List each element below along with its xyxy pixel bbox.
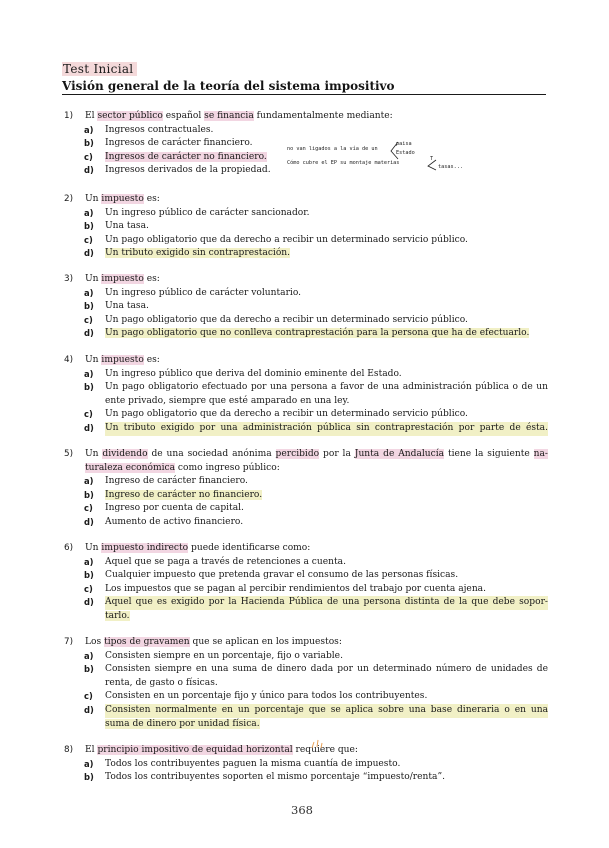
note-word-tasas: tasas...: [438, 164, 463, 170]
option-d: d) Consisten normalmente en un porcentaje que se aplica sobre una base dineraria o en una suma de dinero por unidad física.: [84, 704, 548, 729]
option-b: b) Consisten siempre en una suma de dinero dada por un determinado número de unidades de renta, de gasto o físicas.: [84, 664, 548, 688]
option-a: a) Un ingreso público que deriva del dominio eminente del Estado.: [84, 368, 402, 379]
question-6: [64, 542, 548, 624]
question-5: [64, 448, 548, 530]
section-label: Test Inicial: [62, 62, 137, 76]
question-number: 5): [64, 449, 74, 459]
page-title: Visión general de la teoría del sistema impositivo: [62, 79, 546, 95]
option-b: b) Todos los contribuyentes soporten el mismo porcentaje “impuesto/renta”.: [84, 772, 445, 783]
question-number: 3): [64, 274, 74, 284]
question-number: 7): [64, 637, 74, 647]
option-d: d) Un tributo exigido por una administración pública sin contraprestación por parte de ésta.: [64, 422, 548, 436]
option-a: a) Aquel que se paga a través de retenciones a cuenta.: [84, 556, 346, 567]
question-number: 4): [64, 355, 74, 365]
option-a: a) Ingreso de carácter financiero.: [84, 476, 248, 487]
option-b: b) Ingresos de carácter financiero.: [84, 138, 253, 149]
note-mark-t: T: [430, 156, 434, 162]
note-word-paisa: paisa: [396, 141, 412, 147]
option-c: c) Ingresos de carácter no financiero.: [84, 151, 267, 162]
option-b: b) Ingreso de carácter no financiero.: [84, 489, 263, 500]
question-stem: Un impuesto es:: [85, 274, 160, 284]
question-1: [64, 110, 548, 178]
note-line-2: Cómo cubre el EP su montaje materias: [287, 160, 400, 166]
option-d: d) Un pago obligatorio que no conlleva contraprestación para la persona que ha de efectuarlo.: [84, 328, 530, 339]
option-a: a) Consisten siempre en un porcentaje, fijo o variable.: [84, 650, 343, 661]
option-c: c) Un pago obligatorio que da derecho a recibir un determinado servicio público.: [84, 234, 468, 245]
option-c: c) Un pago obligatorio que da derecho a recibir un determinado servicio público.: [84, 409, 468, 420]
question-7: [64, 636, 548, 731]
note-bracket-icon: [388, 140, 400, 162]
question-number: 6): [64, 543, 74, 553]
option-c: c) Los impuestos que se pagan al percibir rendimientos del trabajo por cuenta ajena.: [84, 583, 486, 594]
option-a: a) Ingresos contractuales.: [84, 124, 214, 135]
question-4: [64, 354, 548, 436]
note-word-estado: Estado: [396, 150, 415, 156]
note-bracket-icon-2: [424, 158, 438, 172]
question-stem: El sector público español se financia fundamentalmente mediante:: [85, 111, 393, 121]
option-c: c) Consisten en un porcentaje fijo y único para todos los contribuyentes.: [84, 691, 428, 702]
option-a: a) Todos los contribuyentes paguen la misma cuantía de impuesto.: [84, 758, 401, 769]
option-d: d) Aumento de activo financiero.: [84, 516, 244, 527]
question-stem: Un dividendo de una sociedad anónima percibido por la Junta de Andalucía tiene la siguiente na- turaleza económica como ingreso público:: [85, 449, 548, 473]
question-number: 1): [64, 111, 74, 121]
question-stem: Un impuesto es:: [85, 355, 160, 365]
sparkle-doodle-icon: [309, 738, 325, 750]
question-stem: Los tipos de gravamen que se aplican en los impuestos:: [85, 637, 342, 647]
option-b: b) Un pago obligatorio efectuado por una persona a favor de una administración pública o de un ente privado, siempre que esté amparado en una ley.: [84, 382, 548, 406]
question-stem: El principio impositivo de equidad horizontal requiere que:: [85, 745, 358, 755]
option-a: a) Un ingreso público de carácter voluntario.: [84, 287, 302, 298]
note-line-1: no van ligados a la vía de un: [287, 146, 378, 152]
option-b: b) Una tasa.: [84, 301, 149, 312]
option-c: c) Un pago obligatorio que da derecho a recibir un determinado servicio público.: [84, 314, 468, 325]
question-stem: Un impuesto es:: [85, 194, 160, 204]
option-c: c) Ingreso por cuenta de capital.: [84, 503, 244, 514]
question-number: 2): [64, 194, 74, 204]
question-number: 8): [64, 745, 74, 755]
question-2: [64, 193, 548, 261]
question-8: [64, 744, 548, 785]
option-d: d) Un tributo exigido sin contraprestación.: [84, 248, 291, 259]
option-b: b) Una tasa.: [84, 221, 149, 232]
question-stem: Un impuesto indirecto puede identificarse como:: [85, 543, 311, 553]
question-3: [64, 273, 548, 341]
option-d: d) Ingresos derivados de la propiedad.: [84, 165, 271, 176]
option-d: d) Aquel que es exigido por la Hacienda Pública de una persona distinta de la que debe sopor- tarlo.: [84, 597, 548, 621]
option-a: a) Un ingreso público de carácter sancionador.: [84, 207, 310, 218]
option-b: b) Cualquier impuesto que pretenda gravar el consumo de las personas físicas.: [84, 570, 459, 581]
page-number: 368: [291, 803, 313, 817]
